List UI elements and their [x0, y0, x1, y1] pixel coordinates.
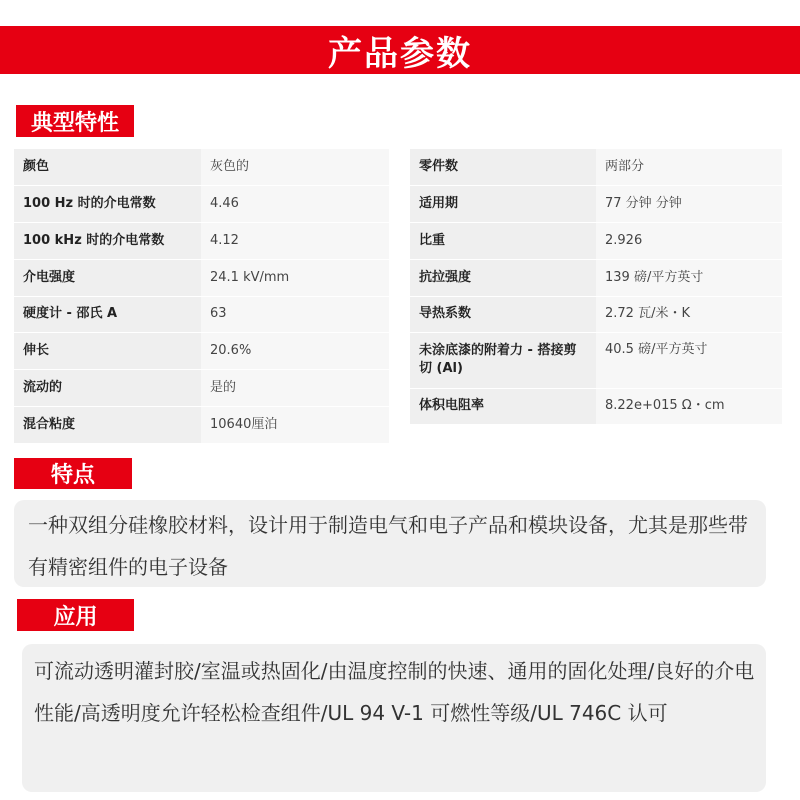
- spec-label: 未涂底漆的附着力 - 搭接剪切 (Al): [410, 332, 596, 388]
- table-row: [410, 222, 782, 259]
- spec-value: 77 分钟 分钟: [596, 185, 782, 222]
- spec-value: 40.5 磅/平方英寸: [596, 332, 782, 388]
- spec-label: 体积电阻率: [410, 388, 596, 424]
- spec-label: 伸长: [14, 333, 201, 370]
- spec-value: 20.6%: [201, 333, 389, 370]
- spec-table-left: [14, 149, 389, 444]
- section-label-typical-properties: 典型特性: [16, 105, 134, 137]
- spec-value: 灰色的: [201, 149, 389, 186]
- features-description: 一种双组分硅橡胶材料，设计用于制造电气和电子产品和模块设备，尤其是那些带有精密组件的电子设备: [14, 500, 766, 587]
- spec-value: 2.72 瓦/米・K: [596, 296, 782, 332]
- table-row: [14, 370, 389, 407]
- spec-value: 两部分: [596, 149, 782, 185]
- spec-value: 是的: [201, 370, 389, 407]
- application-description: 可流动透明灌封胶/室温或热固化/由温度控制的快速、通用的固化处理/良好的介电性能/高透明度允许轻松检查组件/UL 94 V-1 可燃性等级/UL 746C 认可: [22, 644, 766, 792]
- spec-label: 混合粘度: [14, 406, 201, 443]
- table-row: [410, 296, 782, 332]
- section-label-features: 特点: [14, 458, 132, 489]
- table-row: [14, 223, 389, 260]
- spec-label: 100 Hz 时的介电常数: [14, 186, 201, 223]
- spec-label: 颜色: [14, 149, 201, 186]
- spec-label: 零件数: [410, 149, 596, 185]
- spec-label: 导热系数: [410, 296, 596, 332]
- table-row: [410, 259, 782, 296]
- table-row: [14, 186, 389, 223]
- spec-value: 24.1 kV/mm: [201, 259, 389, 296]
- spec-value: 2.926: [596, 222, 782, 259]
- spec-value: 63: [201, 296, 389, 333]
- spec-table-right: [410, 149, 782, 425]
- spec-value: 10640厘泊: [201, 406, 389, 443]
- section-label-application: 应用: [17, 599, 134, 631]
- table-row: [14, 259, 389, 296]
- table-row: [14, 406, 389, 443]
- spec-label: 抗拉强度: [410, 259, 596, 296]
- table-row: [410, 185, 782, 222]
- table-row: [410, 332, 782, 388]
- spec-label: 适用期: [410, 185, 596, 222]
- table-row: [14, 333, 389, 370]
- spec-label: 100 kHz 时的介电常数: [14, 223, 201, 260]
- spec-label: 比重: [410, 222, 596, 259]
- table-row: [14, 149, 389, 186]
- table-row: [410, 388, 782, 424]
- spec-value: 8.22e+015 Ω・cm: [596, 388, 782, 424]
- spec-label: 硬度计 - 邵氏 A: [14, 296, 201, 333]
- table-row: [410, 149, 782, 185]
- spec-label: 介电强度: [14, 259, 201, 296]
- page-title: 产品参数: [0, 26, 800, 74]
- spec-value: 4.12: [201, 223, 389, 260]
- spec-value: 139 磅/平方英寸: [596, 259, 782, 296]
- table-row: [14, 296, 389, 333]
- spec-value: 4.46: [201, 186, 389, 223]
- spec-label: 流动的: [14, 370, 201, 407]
